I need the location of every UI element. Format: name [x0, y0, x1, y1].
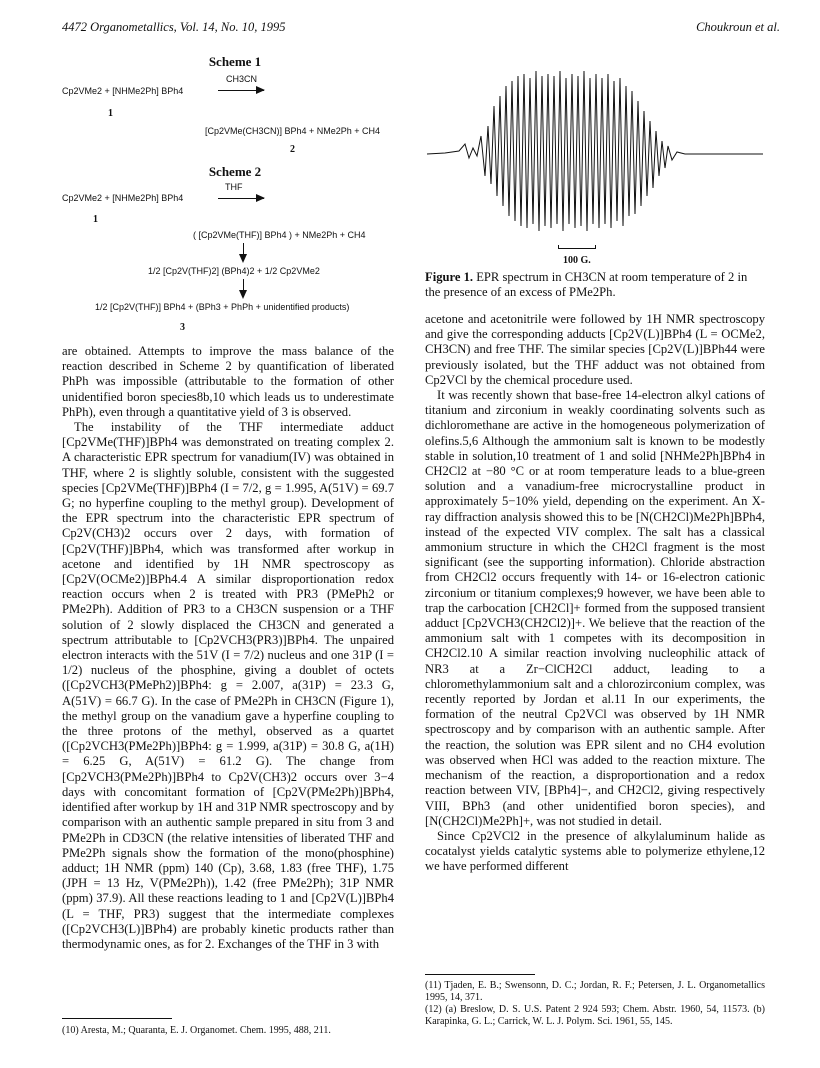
scheme2-condition: THF [225, 182, 243, 192]
epr-spectrum-figure [425, 56, 765, 256]
scheme2-title: Scheme 2 [208, 164, 262, 179]
footnote-11: (11) Tjaden, E. B.; Swensonn, D. C.; Jordan, R. F.; Petersen, J. L. Organometallics 1995, 14, 371. [425, 980, 765, 1003]
scheme1-title: Scheme 1 [208, 54, 262, 69]
scheme1-products: [Cp2VMe(CH3CN)] BPh4 + NMe2Ph + CH4 [205, 126, 381, 136]
scheme2-product-number: 3 [180, 322, 185, 333]
left-column-body [62, 344, 394, 952]
scale-label: 100 G. [563, 255, 591, 266]
right-paragraph-3: Since Cp2VCl2 in the presence of alkylaluminum halide as cocatalyst yields catalytic systems able to polymerize ethylene,12 we have performed different [425, 828, 765, 874]
right-footnotes [425, 980, 765, 1028]
right-paragraph-2: It was recently shown that base-free 14-electron alkyl cations of titanium and zirconium in weakly coordinating solvents such as dichloromethane are active in the homogeneous polymerization of olefins.5,6 Although the ammonium salt is known to be modestly stable in solution,10 treatment of 1 and solid [NHMe2Ph]BPh4 in CH2Cl2 at −80 °C or at room temperature leads to a blue-green solution and a vanadium-free microcrystalline product in approximately 5−10% yield, depending on the experiment. An X-ray diffraction analysis showed this to be [N(CH2Cl)Me2Ph]BPh4, instead of the expected VIV complex. The salt has a classical ammonium structure in which the CH2Cl fragment is the most significant (see the supporting information). Chloride abstraction from CH2Cl2 occurs frequently with 14- or 16-electron cationic zirconium or titanium complexes;9 however, we have been able to trap the carbocation [CH2Cl]+ formed from the supposed transient adduct [Cp2VCH3(CH2Cl2)]+. We believe that the reaction of the ammonium salt with 1 competes with its decomposition in CH2Cl2.10 A similar reaction involving nucleophilic attack of NR3 at a Zr−ClCH2Cl adduct, leading to a chloromethylammonium salt and a chlorozirconium complex, was recently reported by Jordan et al.11 In our experiments, the formation of the neutral Cp2VCl was observed by 1H NMR spectroscopy and by comparison with an authentic sample. After the reaction, the solution was EPR silent and no CH4 evolution was observed when HCl was added to the reaction mixture. The mechanism of the reaction, a disproportionation and a redox reaction between VIV, [BPh4]−, and CH2Cl2, giving respectively VIII, BPh3 (and other unidentified boron species), and [N(CH2Cl)Me2Ph]+, was not studied in detail. [425, 388, 765, 828]
left-paragraph-2: The instability of the THF intermediate adduct [Cp2VMe(THF)]BPh4 was demonstrated on treating complex 2. A characteristic EPR spectrum for vanadium(IV) was obtained in THF, where 2 is slightly soluble, consistent with the suggested species [Cp2VMe(THF)]BPh4 (I = 7/2, g = 1.995, A(51V) = 69.7 G; no hyperfine coupling to the methyl group). Development of the EPR spectrum into the characteristic EPR spectrum of Cp2V(CH3)2 occurs over 2 days, with formation of [Cp2V(THF)]BPh4, which was transformed after workup in acetone and identified by 1H NMR spectroscopy as [Cp2V(OCMe2)]BPh4.4 A similar disproportionation redox reaction occurs when 2 is treated with PR3 (PMePh2 or PMe2Ph). Addition of PR3 to a CH3CN suspension or a THF solution of 2 slowly displaced the CH3CN and generated a spectrum attributable to [Cp2VCH3(PR3)]BPh4. The unpaired electron interacts with the 51V (I = 7/2) nucleus and one 31P (I = 1/2) nucleus of the phosphine, giving a doublet of octets ([Cp2VCH3(PMePh2)]BPh4: g = 2.007, a(31P) = 23.3 G, A(51V) = 66.7 G). In the case of PMe2Ph in CH3CN (Figure 1), the methyl group on the vanadium gave a hyperfine coupling to the three protons of the methyl, observed as a quartet ([Cp2VCH3(PMe2Ph)]BPh4: g = 1.999, a(31P) = 30.8 G, a(1H) = 6.25 G, A(51V) = 61.2 G). The change from [Cp2VCH3(PMe2Ph)]BPh4 to Cp2V(CH3)2 occurs over 3−4 days with concomitant formation of [Cp2V(PMe2Ph)]BPh4, identified after workup by 1H and 31P NMR spectroscopy and by comparison with an authentic sample prepared in situ from 3 and PMe2Ph in CD3CN (the relative intensities of liberated THF and PMe2Ph signals show the formation of the mono(phosphine) adduct; 1H NMR (ppm) 140 (Cp), 3.68, 1.83 (free THF), 1.75 (JPH = 13 Hz, V(PMe2Ph)), 1.42 (free PMe2Ph); 31P NMR (ppm) 37.9). All these reactions leading to 1 and [Cp2V(L)]BPh4 (L = THF, PR3) suggest that the intermediate complexes ([Cp2VCH3(L)]BPh4) are probably kinetic products rather than thermodynamic ones, as for 2. Exchanges of the THF in 3 with [62, 420, 394, 951]
scheme2-down-arrow-2 [243, 279, 244, 297]
left-paragraph-1: are obtained. Attempts to improve the mass balance of the reaction described in Scheme 2 by quantification of liberated PhPh was impossible (attributable to the formation of other unidentified boron species8b,10 which leads us to underestimate PhPh), even through a quantitative yield of 3 is observed. [62, 344, 394, 419]
epr-spectrum-trace [427, 71, 763, 231]
scheme2-step2: 1/2 [Cp2V(THF)2] (BPh4)2 + 1/2 Cp2VMe2 [148, 266, 320, 276]
figure-1-caption-text: EPR spectrum in CH3CN at room temperature of 2 in the presence of an excess of PMe2Ph. [425, 270, 748, 299]
figure-1-label: Figure 1. [425, 270, 474, 284]
scheme1-arrow [218, 90, 264, 91]
scheme2-reactant-number: 1 [93, 214, 98, 225]
scheme1-product-number: 2 [290, 144, 295, 155]
page-authors: Choukroun et al. [696, 20, 780, 34]
right-paragraph-1: acetone and acetonitrile were followed by 1H NMR spectroscopy and give the corresponding adducts [Cp2V(L)]BPh4 (L = OCMe2, CH3CN) and free THF. The similar species [Cp2V(L)]BPh44 were previously isolated, but the THF adduct was not obtained from Cp2VCl by the chemical procedure used. [425, 312, 765, 387]
footnote-12: (12) (a) Breslow, D. S. U.S. Patent 2 924 593; Chem. Abstr. 1960, 54, 11573. (b) Karapinka, G. L.; Carrick, W. L. J. Polym. Sci. 1961, 55, 145. [425, 1004, 765, 1027]
scheme2-reactants: Cp2VMe2 + [NHMe2Ph] BPh4 [62, 193, 184, 203]
left-footnote-rule [62, 1018, 172, 1019]
right-column-body [425, 312, 765, 875]
scheme2-down-arrow-1 [243, 243, 244, 261]
scale-bar [558, 248, 596, 249]
right-footnote-rule [425, 974, 535, 975]
figure-1-caption [425, 270, 765, 300]
scheme1-reactant-number: 1 [108, 108, 113, 119]
scheme2-step3: 1/2 [Cp2V(THF)] BPh4 + (BPh3 + PhPh + unidentified products) [95, 302, 350, 312]
scheme2-step1: ( [Cp2VMe(THF)] BPh4 ) + NMe2Ph + CH4 [193, 230, 366, 240]
scheme1-condition: CH3CN [226, 74, 258, 84]
footnote-10: (10) Aresta, M.; Quaranta, E. J. Organomet. Chem. 1995, 488, 211. [62, 1025, 331, 1036]
scheme2-arrow [218, 198, 264, 199]
journal-citation: 4472 Organometallics, Vol. 14, No. 10, 1995 [62, 20, 286, 34]
running-header [62, 20, 780, 40]
scheme1-reactants: Cp2VMe2 + [NHMe2Ph] BPh4 [62, 86, 184, 96]
